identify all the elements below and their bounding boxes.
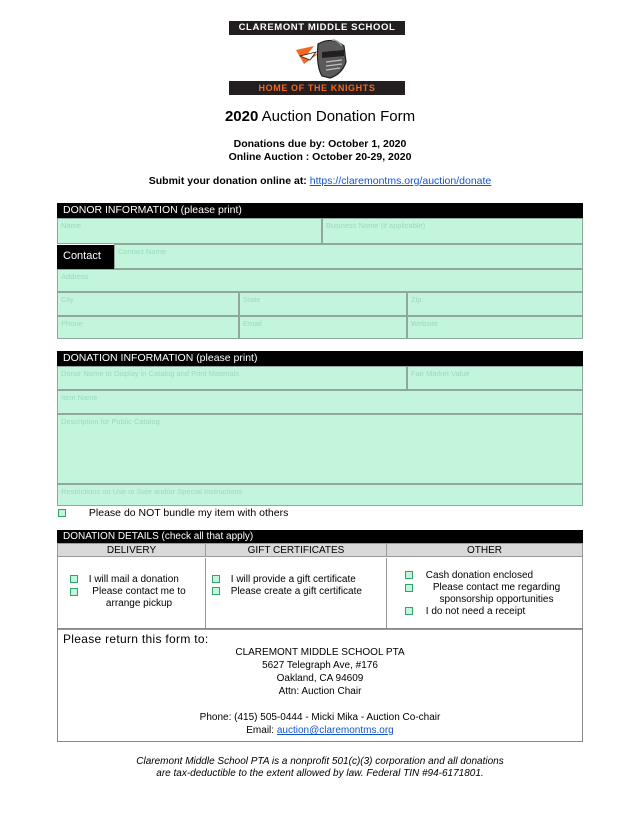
gift-create-label: Please create a gift certificate xyxy=(230,586,362,597)
restrictions-field[interactable] xyxy=(57,484,583,506)
other-sponsorship-label: Please contact me regarding sponsorship opportunities xyxy=(432,582,561,605)
col-other-header: OTHER xyxy=(387,544,582,557)
col-gift-header: GIFT CERTIFICATES xyxy=(206,544,387,557)
contact-name-field[interactable] xyxy=(114,244,583,269)
business-name-field[interactable] xyxy=(322,218,583,244)
donation-heading: DONATION INFORMATION (please print) xyxy=(57,351,583,366)
address-field[interactable] xyxy=(57,269,583,292)
other-no-receipt-option[interactable] xyxy=(405,606,580,618)
delivery-mail-checkbox[interactable] xyxy=(70,575,78,583)
donor-display-name-field[interactable] xyxy=(57,366,407,390)
title-year: 2020 xyxy=(224,108,259,125)
other-no-receipt-label: I do not need a receipt xyxy=(425,606,526,617)
submit-label: Submit your donation online at: xyxy=(148,175,307,187)
due-date: Donations due by: October 1, 2020 xyxy=(233,138,407,150)
contact-name-placeholder: Contact Name xyxy=(118,247,166,256)
school-name-banner: CLAREMONT MIDDLE SCHOOL xyxy=(229,21,405,35)
business-placeholder: Business Name (if applicable) xyxy=(326,221,426,230)
address-placeholder: Address xyxy=(61,272,89,281)
no-bundle-label: Please do NOT bundle my item with others xyxy=(88,507,289,519)
delivery-mail-label: I will mail a donation xyxy=(88,574,179,585)
details-heading: DONATION DETAILS (check all that apply) xyxy=(57,530,583,543)
item-name-field[interactable] xyxy=(57,390,583,414)
zip-field[interactable] xyxy=(407,292,583,316)
state-field[interactable] xyxy=(239,292,407,316)
email-placeholder: Email xyxy=(243,319,262,328)
knight-helmet-icon xyxy=(292,36,352,80)
zip-placeholder: Zip xyxy=(411,295,422,304)
donation-details-table xyxy=(57,530,583,630)
footer-line-1: Claremont Middle School PTA is a nonprofit 501(c)(3) corporation and all donations xyxy=(136,756,504,767)
auction-dates: Online Auction : October 20-29, 2020 xyxy=(228,151,412,163)
no-bundle-checkbox[interactable] xyxy=(58,509,66,517)
delivery-pickup-label: Please contact me to arrange pickup xyxy=(92,586,186,609)
email-field[interactable] xyxy=(239,316,407,339)
email-link[interactable]: auction@claremontms.org xyxy=(276,725,394,736)
name-field[interactable] xyxy=(57,218,322,244)
state-placeholder: State xyxy=(243,295,261,304)
submit-online-line xyxy=(0,175,640,187)
return-address-box xyxy=(57,628,583,742)
donor-heading: DONOR INFORMATION (please print) xyxy=(57,203,583,218)
name-placeholder: Name xyxy=(61,221,82,230)
gift-provide-label: I will provide a gift certificate xyxy=(230,574,356,585)
street: 5627 Telegraph Ave, #176 xyxy=(262,660,378,671)
return-title: Please return this form to: xyxy=(63,632,209,646)
gift-create-option[interactable] xyxy=(212,586,384,598)
contact-label: Contact xyxy=(57,245,114,269)
other-cash-label: Cash donation enclosed xyxy=(425,570,534,581)
phone-placeholder: Phone xyxy=(61,319,83,328)
website-field[interactable] xyxy=(407,316,583,339)
item-name-placeholder: Item Name xyxy=(61,393,98,402)
email-line xyxy=(58,724,582,737)
other-sponsorship-checkbox[interactable] xyxy=(405,584,413,592)
other-cash-option[interactable] xyxy=(405,570,580,582)
phone-line: Phone: (415) 505-0444 - Micki Mika - Auction Co-chair xyxy=(199,712,441,723)
gift-create-checkbox[interactable] xyxy=(212,587,220,595)
tagline-banner: HOME OF THE KNIGHTS xyxy=(229,81,405,95)
form-title xyxy=(0,108,640,125)
gift-provide-option[interactable] xyxy=(212,574,384,586)
dates-block xyxy=(0,138,640,164)
delivery-mail-option[interactable] xyxy=(70,574,200,586)
attn-line: Attn: Auction Chair xyxy=(278,686,362,697)
fair-market-placeholder: Fair Market Value xyxy=(411,369,470,378)
org-name: CLAREMONT MIDDLE SCHOOL PTA xyxy=(235,647,405,658)
no-bundle-option[interactable] xyxy=(58,507,288,519)
phone-field[interactable] xyxy=(57,316,239,339)
footer-note xyxy=(0,756,640,780)
gift-provide-checkbox[interactable] xyxy=(212,575,220,583)
donation-section xyxy=(57,351,583,506)
fair-market-value-field[interactable] xyxy=(407,366,583,390)
email-label: Email: xyxy=(246,725,275,736)
other-no-receipt-checkbox[interactable] xyxy=(405,607,413,615)
restrictions-placeholder: Restrictions on Use or Sale and/or Special Instructions xyxy=(61,487,243,496)
col-delivery xyxy=(58,558,206,629)
donor-display-placeholder: Donor Name to Display in Catalog and Print Materials xyxy=(61,369,239,378)
other-cash-checkbox[interactable] xyxy=(405,571,413,579)
details-columns xyxy=(57,543,583,630)
donate-link[interactable]: https://claremontms.org/auction/donate xyxy=(309,175,492,187)
footer-line-2: are tax-deductible to the extent allowed by law. Federal TIN #94-6171801. xyxy=(156,768,484,779)
delivery-pickup-option[interactable] xyxy=(70,586,200,610)
donor-section xyxy=(57,203,583,339)
description-field[interactable] xyxy=(57,414,583,484)
city-placeholder: City xyxy=(61,295,74,304)
city-field[interactable] xyxy=(57,292,239,316)
description-placeholder: Description for Public Catalog xyxy=(61,417,160,426)
col-other xyxy=(387,558,582,629)
other-sponsorship-option[interactable] xyxy=(405,582,580,606)
return-address xyxy=(58,646,582,737)
col-gift xyxy=(206,558,387,629)
title-text: Auction Donation Form xyxy=(261,108,416,125)
website-placeholder: Website xyxy=(411,319,438,328)
city-line: Oakland, CA 94609 xyxy=(276,673,364,684)
col-delivery-header: DELIVERY xyxy=(58,544,206,557)
delivery-pickup-checkbox[interactable] xyxy=(70,588,78,596)
